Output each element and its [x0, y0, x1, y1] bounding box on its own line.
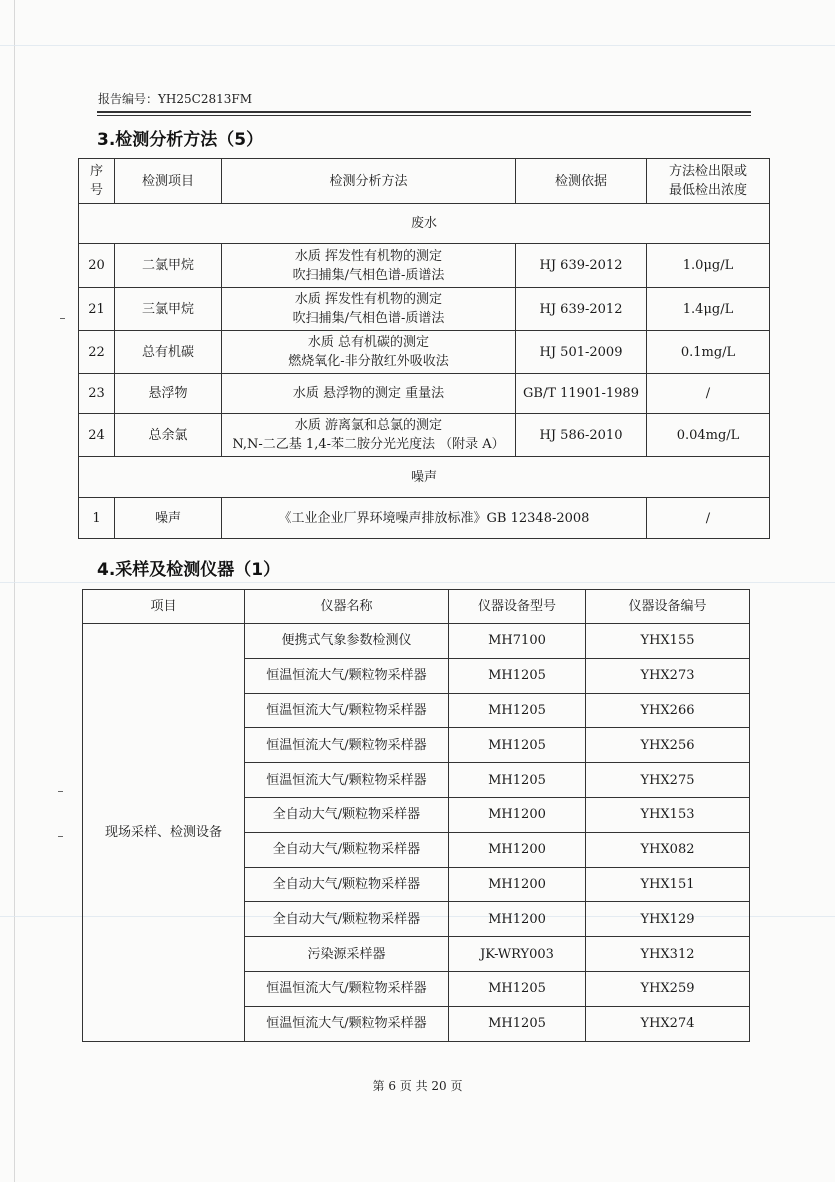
- page-header: [97, 90, 751, 116]
- cell-model: MH1205: [449, 728, 586, 763]
- cell-no: 24: [79, 414, 115, 457]
- report-number: 报告编号：YH25C2813FM: [98, 92, 252, 106]
- cell-model: MH1205: [449, 763, 586, 798]
- page-number: 第 6 页 共 20 页: [372, 1079, 463, 1093]
- cell-basis: HJ 501-2009: [516, 331, 647, 374]
- cell-model: MH7100: [449, 624, 586, 659]
- scan-line: [0, 582, 835, 583]
- cell-instrument-name: 全自动大气/颗粒物采样器: [245, 797, 449, 832]
- cell-equipment-id: YHX082: [586, 832, 750, 867]
- section3-title: 3.检测分析方法（5）: [97, 130, 264, 150]
- cell-item: 二氯甲烷: [115, 244, 222, 288]
- cell-no: 22: [79, 331, 115, 374]
- cell-equipment-id: YHX259: [586, 971, 750, 1006]
- cell-model: MH1200: [449, 902, 586, 937]
- header-rule-thin: [97, 115, 751, 116]
- table-row: [79, 331, 770, 374]
- cell-model: MH1200: [449, 797, 586, 832]
- cell-instrument-name: 恒温恒流大气/颗粒物采样器: [245, 1006, 449, 1041]
- cell-basis: HJ 586-2010: [516, 414, 647, 457]
- cell-no: 21: [79, 288, 115, 331]
- cell-basis: GB/T 11901-1989: [516, 374, 647, 414]
- group-row: [79, 457, 770, 498]
- cell-no: 23: [79, 374, 115, 414]
- cell-basis: HJ 639-2012: [516, 244, 647, 288]
- cell-method: 水质 悬浮物的测定 重量法: [222, 374, 516, 414]
- cell-equipment-id: YHX312: [586, 937, 750, 972]
- cell-limit: 1.0μg/L: [647, 244, 770, 288]
- cell-model: MH1205: [449, 1006, 586, 1041]
- cell-instrument-name: 全自动大气/颗粒物采样器: [245, 902, 449, 937]
- cell-instrument-name: 全自动大气/颗粒物采样器: [245, 867, 449, 902]
- cell-method: 水质 游离氯和总氯的测定 N,N-二乙基 1,4-苯二胺分光光度法 （附录 A）: [222, 414, 516, 457]
- cell-method: 水质 挥发性有机物的测定 吹扫捕集/气相色谱-质谱法: [222, 288, 516, 331]
- col-header-seq: 序 号: [79, 159, 115, 204]
- cell-instrument-name: 恒温恒流大气/颗粒物采样器: [245, 693, 449, 728]
- cell-limit: /: [647, 498, 770, 539]
- col-header-id: 仪器设备编号: [586, 590, 750, 624]
- table-row: [79, 288, 770, 331]
- cell-limit: 1.4μg/L: [647, 288, 770, 331]
- scan-mark: [60, 318, 65, 319]
- cell-no: 20: [79, 244, 115, 288]
- group-row: [79, 204, 770, 244]
- cell-equipment-id: YHX153: [586, 797, 750, 832]
- cell-item: 悬浮物: [115, 374, 222, 414]
- cell-method: 水质 总有机碳的测定 燃烧氧化-非分散红外吸收法: [222, 331, 516, 374]
- header-rule: [97, 111, 751, 113]
- col-header-name: 仪器名称: [245, 590, 449, 624]
- equipment-table: [82, 589, 750, 1042]
- cell-equipment-id: YHX129: [586, 902, 750, 937]
- group-label-noise: 噪声: [79, 457, 770, 498]
- cell-instrument-name: 恒温恒流大气/颗粒物采样器: [245, 658, 449, 693]
- page-edge: [14, 0, 15, 1182]
- cell-equipment-id: YHX266: [586, 693, 750, 728]
- cell-model: MH1205: [449, 658, 586, 693]
- cell-instrument-name: 恒温恒流大气/颗粒物采样器: [245, 971, 449, 1006]
- table-row: [79, 414, 770, 457]
- cell-limit: 0.04mg/L: [647, 414, 770, 457]
- table-row: [79, 374, 770, 414]
- cell-instrument-name: 便携式气象参数检测仪: [245, 624, 449, 659]
- cell-equipment-id: YHX274: [586, 1006, 750, 1041]
- cell-model: MH1205: [449, 693, 586, 728]
- cell-item: 总余氯: [115, 414, 222, 457]
- category-cell: 现场采样、检测设备: [83, 624, 245, 1042]
- col-header-basis: 检测依据: [516, 159, 647, 204]
- cell-equipment-id: YHX151: [586, 867, 750, 902]
- cell-instrument-name: 全自动大气/颗粒物采样器: [245, 832, 449, 867]
- scan-mark: [58, 791, 63, 792]
- table-row: [83, 624, 750, 659]
- cell-method: 《工业企业厂界环境噪声排放标准》GB 12348-2008: [222, 498, 647, 539]
- cell-equipment-id: YHX256: [586, 728, 750, 763]
- table-row: [79, 244, 770, 288]
- cell-no: 1: [79, 498, 115, 539]
- col-header-project: 项目: [83, 590, 245, 624]
- cell-item: 总有机碳: [115, 331, 222, 374]
- table-row: [79, 498, 770, 539]
- cell-instrument-name: 恒温恒流大气/颗粒物采样器: [245, 763, 449, 798]
- cell-equipment-id: YHX275: [586, 763, 750, 798]
- section4-title: 4.采样及检测仪器（1）: [97, 560, 281, 580]
- cell-instrument-name: 恒温恒流大气/颗粒物采样器: [245, 728, 449, 763]
- cell-model: MH1200: [449, 832, 586, 867]
- cell-item: 噪声: [115, 498, 222, 539]
- scan-line: [0, 45, 835, 46]
- cell-item: 三氯甲烷: [115, 288, 222, 331]
- col-header-model: 仪器设备型号: [449, 590, 586, 624]
- cell-limit: /: [647, 374, 770, 414]
- scan-mark: [58, 836, 63, 837]
- cell-model: JK-WRY003: [449, 937, 586, 972]
- table-header-row: [79, 159, 770, 204]
- col-header-method: 检测分析方法: [222, 159, 516, 204]
- cell-model: MH1205: [449, 971, 586, 1006]
- cell-equipment-id: YHX155: [586, 624, 750, 659]
- cell-instrument-name: 污染源采样器: [245, 937, 449, 972]
- cell-limit: 0.1mg/L: [647, 331, 770, 374]
- col-header-item: 检测项目: [115, 159, 222, 204]
- col-header-limit: 方法检出限或 最低检出浓度: [647, 159, 770, 204]
- cell-method: 水质 挥发性有机物的测定 吹扫捕集/气相色谱-质谱法: [222, 244, 516, 288]
- cell-model: MH1200: [449, 867, 586, 902]
- group-label-wastewater: 废水: [79, 204, 770, 244]
- cell-equipment-id: YHX273: [586, 658, 750, 693]
- cell-basis: HJ 639-2012: [516, 288, 647, 331]
- analysis-method-table: [78, 158, 770, 539]
- table-header-row: [83, 590, 750, 624]
